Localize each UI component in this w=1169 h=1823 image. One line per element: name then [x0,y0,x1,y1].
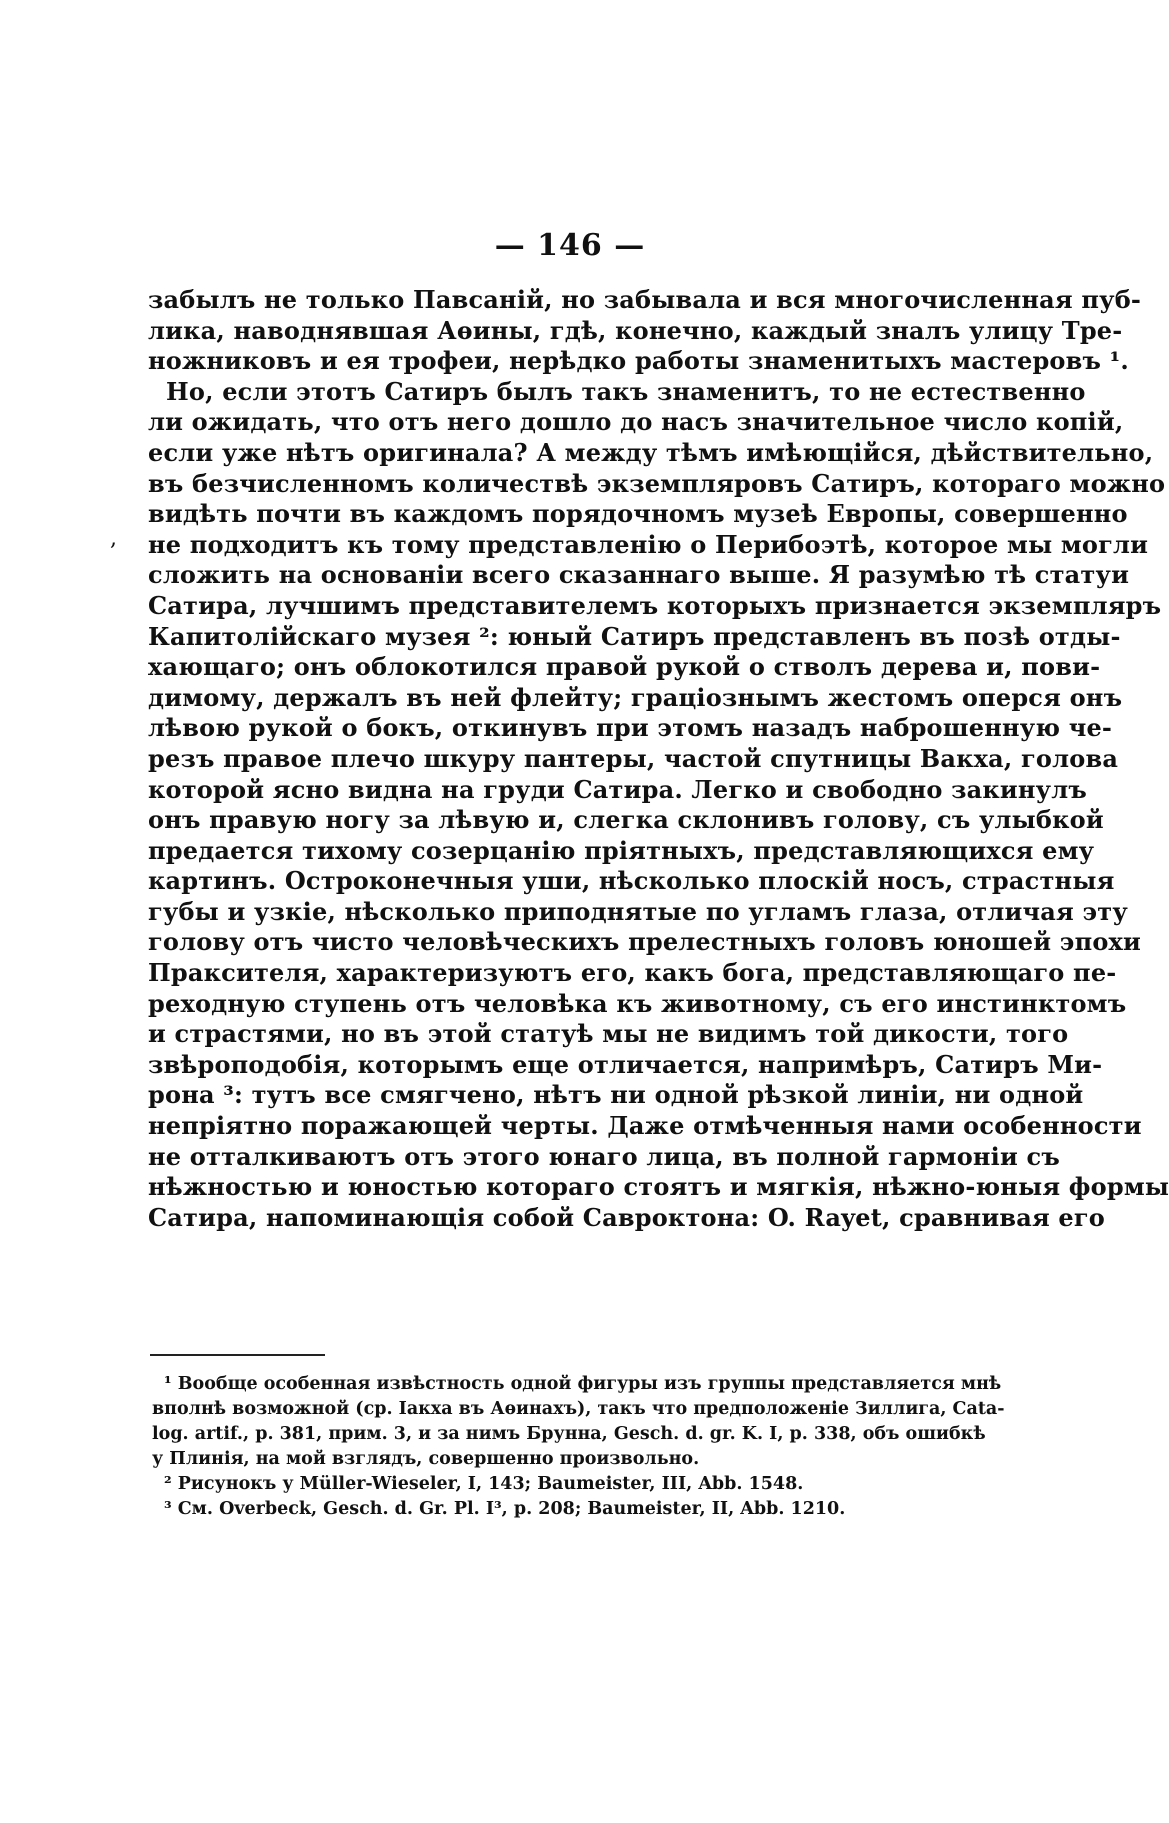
text-line: картинъ. Остроконечныя уши, нѣсколько плоскій носъ, страстныя [148,866,1115,896]
text-line: губы и узкіе, нѣсколько приподнятые по угламъ глаза, отличая эту [148,896,1128,926]
text-line: звѣроподобія, которымъ еще отличается, напримѣръ, Сатиръ Ми- [148,1049,1103,1079]
text-line: сложить на основаніи всего сказаннаго выше. Я разумѣю тѣ статуи [148,560,1130,590]
text-line: непріятно поражающей черты. Даже отмѣченныя нами особенности [148,1111,1142,1141]
text-line: лика, наводнявшая Аѳины, гдѣ, конечно, каждый зналъ улицу Тре- [148,315,1123,345]
text-line: онъ правую ногу за лѣвую и, слегка склонивъ голову, съ улыбкой [148,805,1104,835]
text-line: видѣть почти въ каждомъ порядочномъ музеѣ Европы, совершенно [148,499,1128,529]
footnote-line: вполнѣ возможной (ср. Іакха въ Аѳинахъ), такъ что предположеніе Зиллига, Cata- [152,1399,1005,1419]
footnotes [152,1372,1005,1522]
text-line: нѣжностью и юностью котораго стоятъ и мягкія, нѣжно-юныя формы [148,1172,1169,1202]
footnote-line: log. artif., p. 381, прим. 3, и за нимъ Брунна, Gesch. d. gr. K. I, p. 338, объ ошибкѣ [152,1424,986,1444]
text-line: ли ожидать, что отъ него дошло до насъ значительное число копій, [148,407,1124,437]
text-line: въ безчисленномъ количествѣ экземпляровъ Сатиръ, котораго можно [148,468,1166,498]
text-line: Капитолійскаго музея ²: юный Сатиръ представленъ въ позѣ отды- [148,621,1121,651]
text-line: предается тихому созерцанію пріятныхъ, представляющихся ему [148,835,1095,865]
text-line: не отталкиваютъ отъ этого юнаго лица, въ полной гармоніи съ [148,1141,1060,1171]
text-line: забылъ не только Павсаній, но забывала и вся многочисленная пуб- [148,285,1142,314]
text-line: реходную ступень отъ человѣка къ животному, съ его инстинктомъ [148,988,1127,1018]
text-line: хающаго; онъ облокотился правой рукой о стволъ дерева и, пови- [148,652,1101,682]
text-line: и страстями, но въ этой статуѣ мы не видимъ той дикости, того [148,1019,1069,1049]
text-line: голову отъ чисто человѣческихъ прелестныхъ головъ юношей эпохи [148,927,1142,957]
footnote-line: ¹ Вообще особенная извѣстность одной фигуры изъ группы представляется мнѣ [164,1374,1002,1394]
text-line: рона ³: тутъ все смягчено, нѣтъ ни одной рѣзкой линіи, ни одной [148,1080,1084,1110]
footnote-line: ³ См. Overbeck, Gesch. d. Gr. Pl. I³, p. 208; Baumeister, II, Abb. 1210. [164,1499,846,1519]
text-line: Праксителя, характеризуютъ его, какъ бога, представляющаго пе- [148,958,1117,988]
text-line: Сатира, напоминающія собой Савроктона: O. Rayet, сравнивая его [148,1202,1106,1232]
margin-mark: , [110,526,117,551]
text-line: которой ясно видна на груди Сатира. Легко и свободно закинулъ [148,774,1087,804]
page-number: — 146 — [494,228,646,263]
footnote-line: у Плинія, на мой взглядъ, совершенно произвольно. [152,1449,700,1469]
footnote-line: ² Рисунокъ у Müller-Wieseler, I, 143; Baumeister, III, Abb. 1548. [164,1474,804,1494]
text-line: если уже нѣтъ оригинала? А между тѣмъ имѣющійся, дѣйствительно, [148,437,1154,467]
text-line: димому, держалъ въ ней флейту; граціознымъ жестомъ оперся онъ [148,682,1123,712]
text-line: резъ правое плечо шкуру пантеры, частой спутницы Вакха, голова [148,743,1119,773]
text-line: Сатира, лучшимъ представителемъ которыхъ признается экземпляръ [148,590,1162,620]
text-line: лѣвою рукой о бокъ, откинувъ при этомъ назадъ наброшенную че- [148,713,1113,743]
text-line: Но, если этотъ Сатиръ былъ такъ знаменитъ, то не естественно [166,376,1086,406]
text-line: не подходитъ къ тому представленію о Перибоэтѣ, которое мы могли [148,529,1149,559]
main-text [148,285,1169,1233]
text-line: ножниковъ и ея трофеи, нерѣдко работы знаменитыхъ мастеровъ ¹. [148,346,1129,376]
footnote-divider [150,1354,325,1356]
